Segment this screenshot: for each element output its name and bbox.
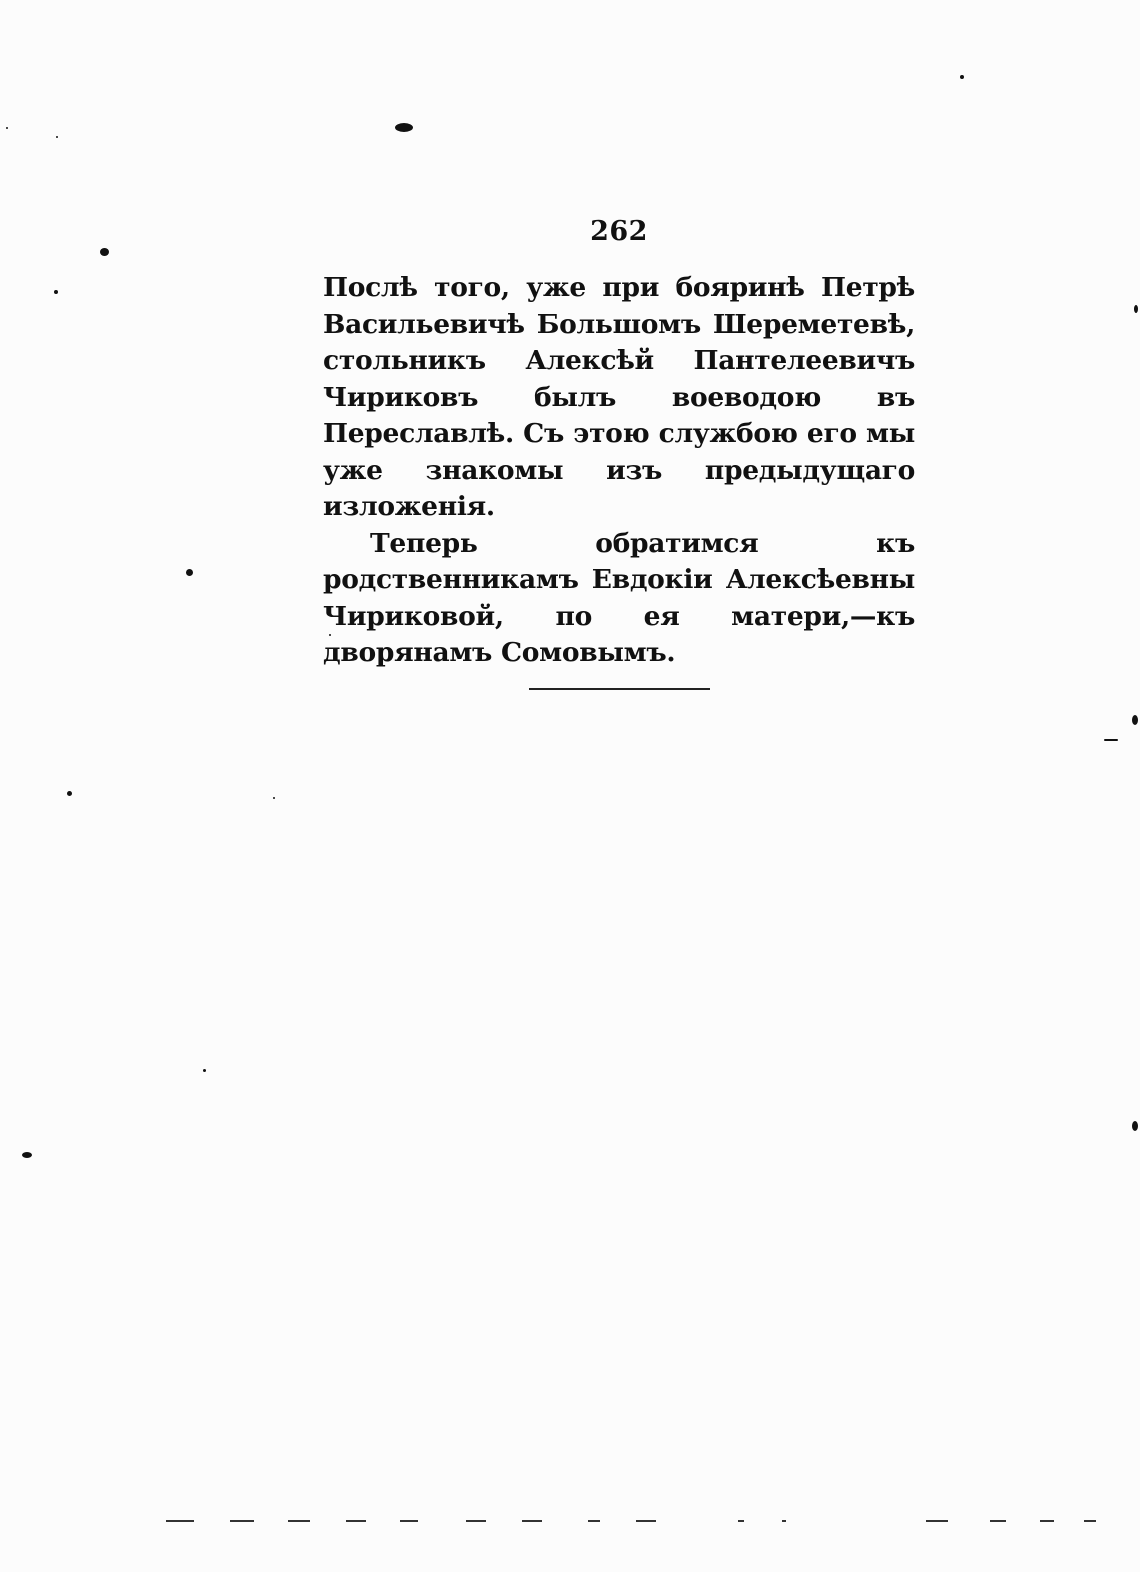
speck: [56, 136, 58, 138]
speck: [6, 127, 8, 129]
dash: [346, 1520, 366, 1522]
dash: [1040, 1520, 1054, 1522]
dash: [636, 1520, 656, 1522]
dash: [400, 1520, 418, 1522]
dash: [230, 1520, 254, 1522]
speck: [1132, 1121, 1138, 1131]
page-number: 262: [590, 216, 648, 247]
dash: [782, 1520, 786, 1522]
section-divider-rule: [529, 688, 710, 690]
speck: [54, 290, 58, 294]
speck: [186, 569, 193, 576]
dash: [288, 1520, 310, 1522]
paragraph-2: Теперь обратимся къ родственникамъ Евдокіи Алексѣевны Чириковой, по ея матери,—къ дворянамъ Сомовымъ.: [323, 527, 915, 668]
speck: [1134, 305, 1138, 313]
scan-edge-dashes: [160, 1520, 1120, 1524]
dash: [166, 1520, 194, 1522]
speck: [203, 1069, 206, 1072]
dash: [588, 1520, 600, 1522]
speck: [67, 791, 72, 796]
speck: [1104, 739, 1118, 741]
speck: [100, 248, 109, 256]
dash: [990, 1520, 1006, 1522]
dash: [466, 1520, 486, 1522]
speck: [1132, 715, 1138, 725]
speck: [273, 797, 275, 799]
paragraph-1: Послѣ того, уже при бояринѣ Петрѣ Васильевичѣ Большомъ Шереметевѣ, стольникъ Алексѣй Пантелеевичъ Чириковъ былъ воеводою въ Переславлѣ. Съ этою службою его мы уже знакомы изъ предыдущаго изложенія.: [323, 272, 915, 522]
speck: [960, 75, 964, 79]
speck: [395, 123, 413, 132]
speck: [22, 1152, 32, 1158]
body-text: [323, 270, 915, 672]
dash: [738, 1520, 744, 1522]
dash: [522, 1520, 542, 1522]
speck: [329, 634, 331, 636]
dash: [1084, 1520, 1096, 1522]
dash: [926, 1520, 948, 1522]
